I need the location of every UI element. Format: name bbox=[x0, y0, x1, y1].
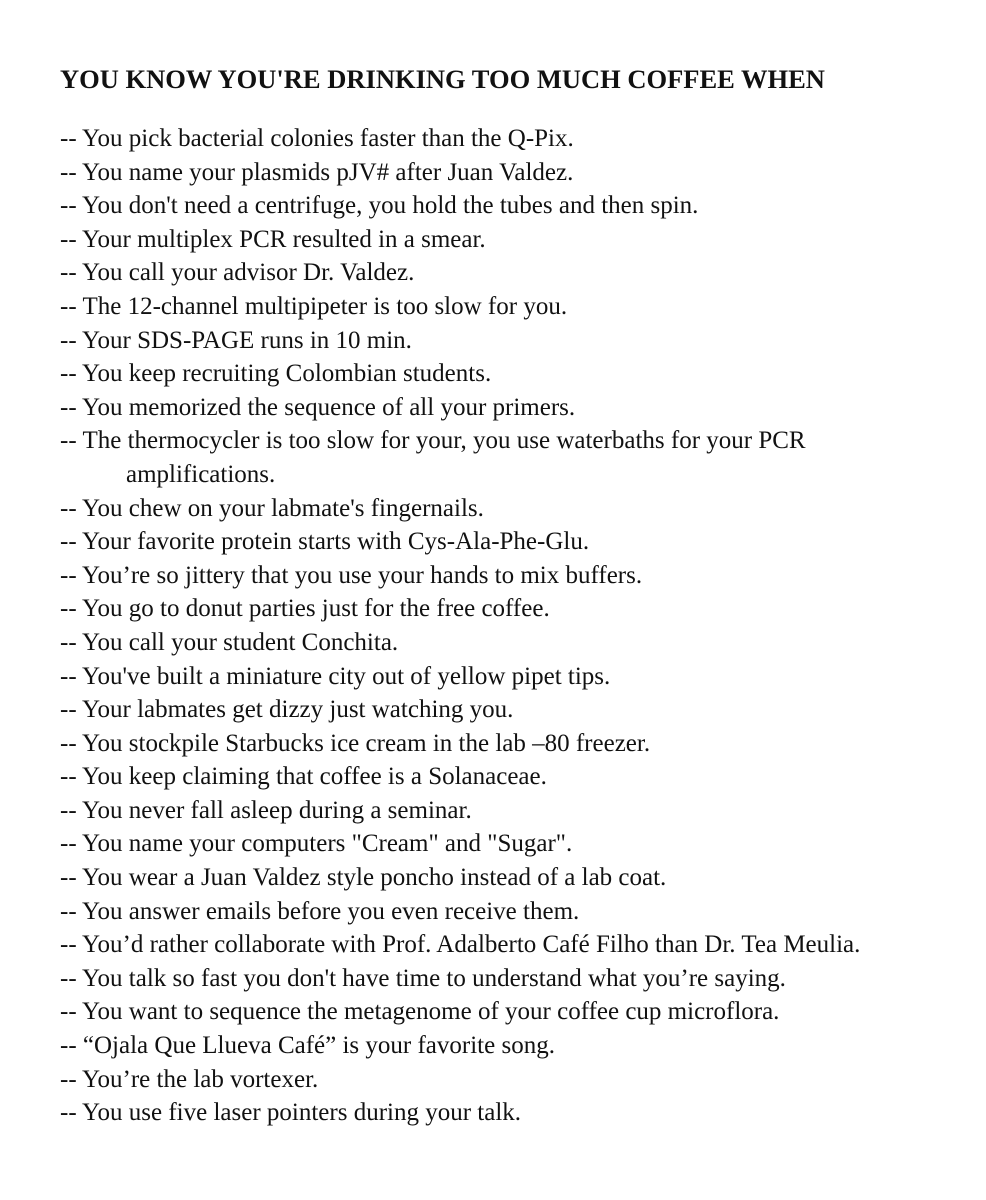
list-item: -- You've built a miniature city out of yellow pipet tips. bbox=[60, 662, 611, 690]
list-item: -- Your labmates get dizzy just watching you. bbox=[60, 696, 514, 724]
list-item: -- The 12-channel multipipeter is too slow for you. bbox=[60, 292, 568, 320]
list-item: -- You keep recruiting Colombian students. bbox=[60, 360, 492, 388]
list-item: -- You name your plasmids pJV# after Juan Valdez. bbox=[60, 158, 574, 186]
list-item: -- You use five laser pointers during your talk. bbox=[60, 1099, 522, 1127]
list-item: -- You don't need a centrifuge, you hold the tubes and then spin. bbox=[60, 192, 699, 220]
list-item: -- You name your computers "Cream" and "Sugar". bbox=[60, 830, 573, 858]
list-item: -- You chew on your labmate's fingernails. bbox=[60, 494, 484, 522]
list-item: -- You answer emails before you even receive them. bbox=[60, 897, 580, 925]
list-item: -- You’d rather collaborate with Prof. Adalberto Café Filho than Dr. Tea Meulia. bbox=[60, 931, 861, 959]
list-item: -- You’re so jittery that you use your hands to mix buffers. bbox=[60, 561, 643, 589]
list-item: -- You go to donut parties just for the free coffee. bbox=[60, 595, 550, 623]
document-page bbox=[60, 62, 960, 1130]
list-item: -- You call your advisor Dr. Valdez. bbox=[60, 259, 415, 287]
list-item: -- Your multiplex PCR resulted in a smear. bbox=[60, 225, 486, 253]
list-item: -- You talk so fast you don't have time to understand what you’re saying. bbox=[60, 964, 786, 992]
list-item: -- You pick bacterial colonies faster than the Q-Pix. bbox=[60, 125, 574, 152]
list-item: -- You want to sequence the metagenome of your coffee cup microflora. bbox=[60, 998, 780, 1026]
list-item: -- “Ojala Que Llueva Café” is your favorite song. bbox=[60, 1032, 555, 1060]
list-item: -- You call your student Conchita. bbox=[60, 628, 399, 656]
coffee-list bbox=[60, 122, 960, 1130]
document-title: YOU KNOW YOU'RE DRINKING TOO MUCH COFFEE WHEN bbox=[60, 64, 825, 94]
list-item: -- You stockpile Starbucks ice cream in the lab –80 freezer. bbox=[60, 729, 651, 757]
list-item: -- Your SDS-PAGE runs in 10 min. bbox=[60, 326, 412, 354]
list-item: -- You keep claiming that coffee is a Solanaceae. bbox=[60, 763, 547, 791]
list-item: -- You never fall asleep during a seminar. bbox=[60, 796, 472, 824]
list-item: -- You wear a Juan Valdez style poncho instead of a lab coat. bbox=[60, 864, 667, 892]
list-item: -- Your favorite protein starts with Cys-Ala-Phe-Glu. bbox=[60, 528, 590, 556]
list-item: -- The thermocycler is too slow for your, you use waterbaths for your PCR amplifications. bbox=[60, 427, 806, 488]
list-item: -- You memorized the sequence of all your primers. bbox=[60, 393, 576, 421]
list-item: -- You’re the lab vortexer. bbox=[60, 1065, 319, 1093]
